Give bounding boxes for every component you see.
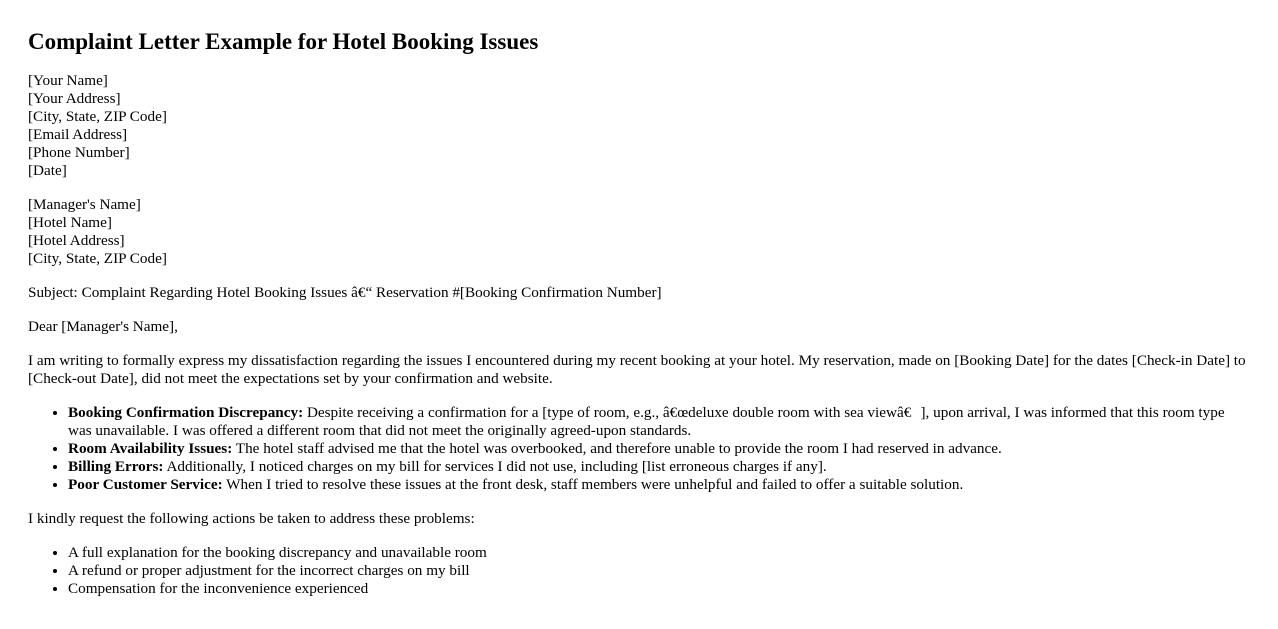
list-item: • Compensation for the inconvenience experienced [68, 580, 1250, 598]
issue-label: Poor Customer Service: [68, 476, 223, 493]
salutation: Dear [Manager's Name], [28, 318, 178, 335]
intro-paragraph: I am writing to formally express my dissatisfaction regarding the issues I encountered during my recent booking at your hotel. My reservation, made on [Booking Date] for the dates [Check-in Date] to [Check-out Date], did not meet the expectations set by your confirmation and website. [28, 352, 1246, 387]
recipient-manager: [Manager's Name] [28, 196, 141, 213]
recipient-hotel: [Hotel Name] [28, 214, 112, 231]
sender-block [28, 72, 1250, 180]
issue-text: Additionally, I noticed charges on my bill for services I did not use, including [list erroneous charges if any]. [163, 458, 827, 475]
list-item [68, 404, 1250, 440]
list-item [68, 440, 1250, 458]
issue-text: Despite receiving a confirmation for a [type of room, e.g., â€œdeluxe double room with sea viewâ€], upon arrival, I was informed that this room type was unavailable. I was offered a different room that did not meet the originally agreed-upon standards. [68, 404, 1225, 439]
request-intro: I kindly request the following actions be taken to address these problems: [28, 510, 475, 527]
list-item: • A refund or proper adjustment for the incorrect charges on my bill [68, 562, 1250, 580]
issue-label: Booking Confirmation Discrepancy: [68, 404, 304, 421]
sender-phone: [Phone Number] [28, 144, 130, 161]
issue-text: The hotel staff advised me that the hotel was overbooked, and therefore unable to provide the room I had reserved in advance. [232, 440, 1002, 457]
recipient-city-state-zip: [City, State, ZIP Code] [28, 250, 167, 267]
sender-name: [Your Name] [28, 72, 108, 89]
recipient-block [28, 196, 1250, 268]
issues-list [28, 404, 1250, 494]
sender-city-state-zip: [City, State, ZIP Code] [28, 108, 167, 125]
page-title: Complaint Letter Example for Hotel Booking Issues [28, 29, 539, 54]
issue-text: When I tried to resolve these issues at the front desk, staff members were unhelpful and failed to offer a suitable solution. [222, 476, 964, 493]
letter-page [0, 28, 1278, 598]
issue-label: Room Availability Issues: [68, 440, 233, 457]
subject-line: Subject: Complaint Regarding Hotel Booking Issues â€“ Reservation #[Booking Confirmation Number] [28, 284, 662, 301]
list-item [68, 458, 1250, 476]
list-item [68, 476, 1250, 494]
recipient-address: [Hotel Address] [28, 232, 125, 249]
sender-address: [Your Address] [28, 90, 121, 107]
requests-list [28, 544, 1250, 598]
sender-date: [Date] [28, 162, 67, 179]
list-item: • A full explanation for the booking discrepancy and unavailable room [68, 544, 1250, 562]
issue-label: Billing Errors: [68, 458, 164, 475]
sender-email: [Email Address] [28, 126, 128, 143]
